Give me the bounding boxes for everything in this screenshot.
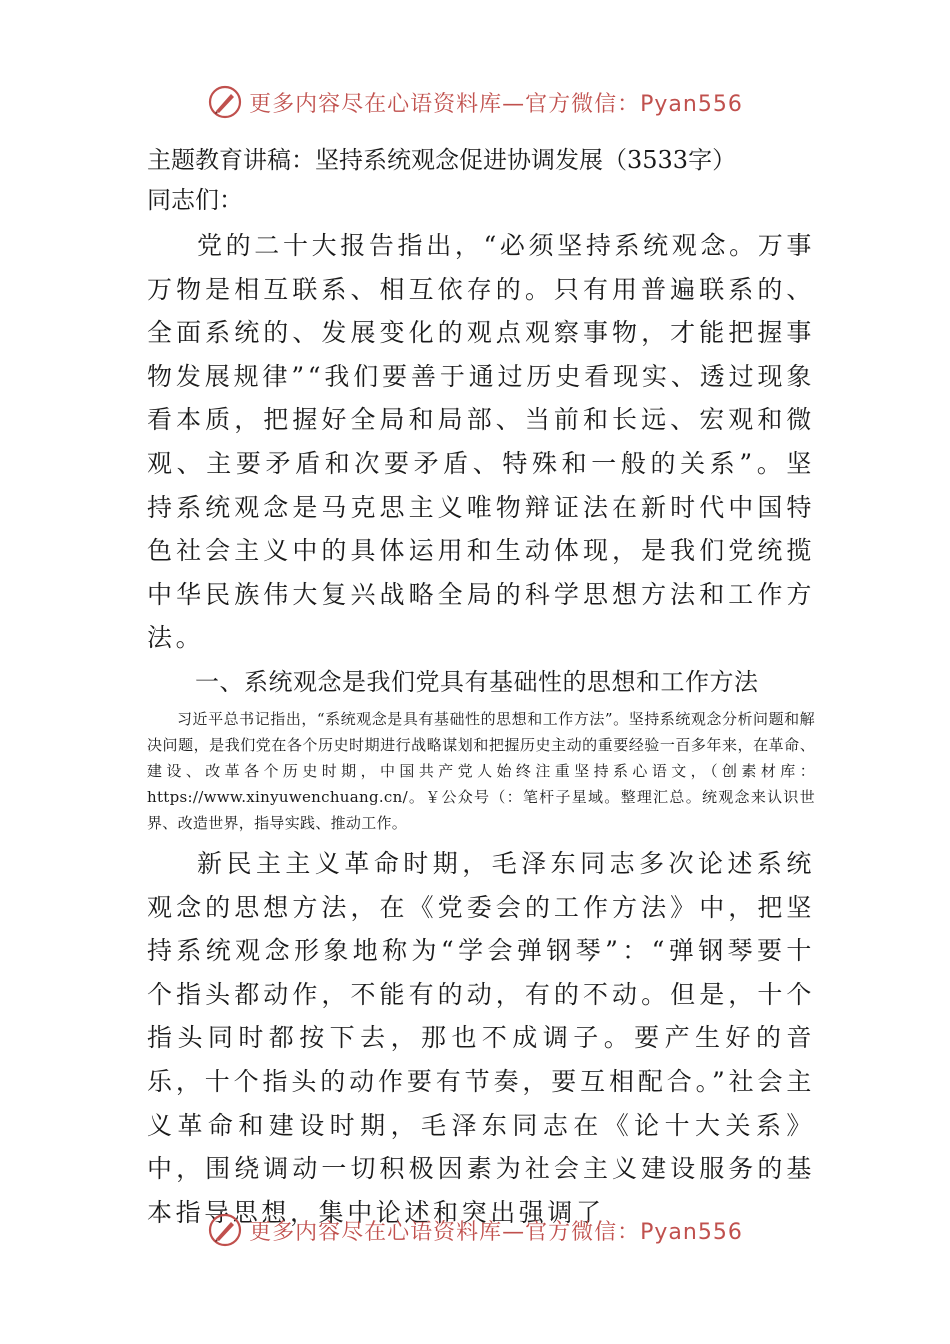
section-heading: 一、系统观念是我们党具有基础性的思想和工作方法 [195,667,759,696]
document-body [147,140,815,1234]
watermark-text: 更多内容尽在心语资料库—官方微信：Pyan556 [249,1219,743,1245]
page-title: 主题教育讲稿：坚持系统观念促进协调发展（3533字） [147,146,737,174]
paragraph: 新民主主义革命时期，毛泽东同志多次论述系统观念的思想方法，在《党委会的工作方法》中，把坚持系统观念形象地称为“学会弹钢琴”：“弹钢琴要十个指头都动作，不能有的动，有的不动。但是，十个指头同时都按下去，那也不成调子。要产生好的音乐，十个指头的动作要有节奏，要互相配合。”社会主义革命和建设时期，毛泽东同志在《论十大关系》中，围绕调动一切积极因素为社会主义建设服务的基本指导思想，集中论述和突出强调了 [147,848,815,1227]
small-paragraph: 习近平总书记指出，“系统观念是具有基础性的思想和工作方法”。坚持系统观念分析问题和解决问题，是我们党在各个历史时期进行战略谋划和把握历史主动的重要经验一百多年来，在革命、建设、改革各个历史时期，中国共产党人始终注重坚持系心语文，（创素材库：https://www.xinyuwenchuang.cn/。￥公众号（：笔杆子星域。整理汇总。统观念来认识世界、改造世界，指导实践、推动工作。 [147,709,815,832]
header-watermark [0,80,950,124]
footer-watermark [0,1208,950,1252]
watermark-text: 更多内容尽在心语资料库—官方微信：Pyan556 [249,91,743,117]
pen-logo-icon [207,1212,243,1248]
paragraph: 党的二十大报告指出，“必须坚持系统观念。万事万物是相互联系、相互依存的。只有用普遍联系的、全面系统的、发展变化的观点观察事物，才能把握事物发展规律”“我们要善于通过历史看现实、透过现象看本质，把握好全局和局部、当前和长远、宏观和微观、主要矛盾和次要矛盾、特殊和一般的关系”。坚持系统观念是马克思主义唯物辩证法在新时代中国特色社会主义中的具体运用和生动体现，是我们党统揽中华民族伟大复兴战略全局的科学思想方法和工作方法。 [147,231,815,653]
pen-logo-icon [207,84,243,120]
greeting: 同志们： [147,186,243,214]
